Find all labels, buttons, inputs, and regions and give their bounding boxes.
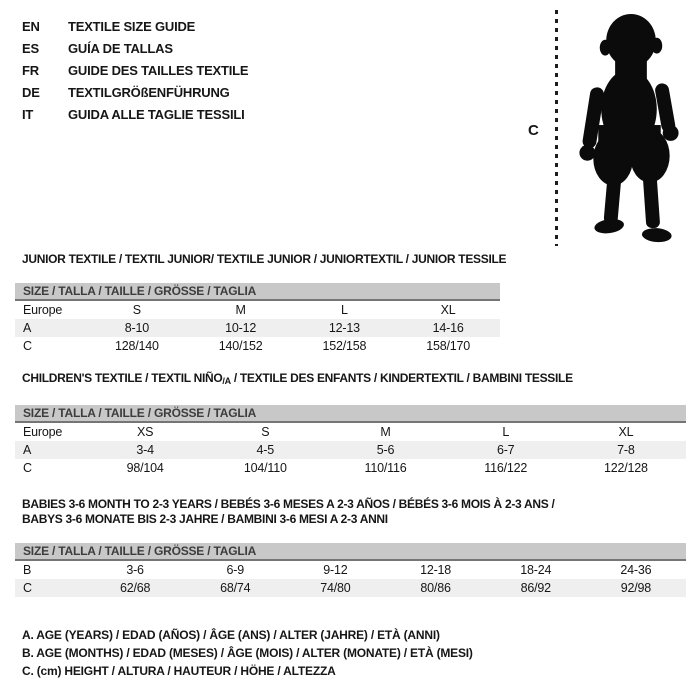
row-label: A	[23, 321, 32, 335]
size-cell: 140/152	[218, 339, 263, 353]
size-cell: 128/140	[114, 339, 159, 353]
size-cell: XL	[440, 303, 456, 317]
language-label: GUIDE DES TAILLES TEXTILE	[68, 63, 249, 78]
size-cell: M	[235, 303, 246, 317]
footnotes	[22, 626, 473, 680]
table-row	[15, 459, 686, 477]
table-row	[15, 561, 686, 579]
size-cell: 122/128	[603, 461, 648, 475]
language-label: TEXTILGRÖßENFÜHRUNG	[68, 85, 230, 100]
babies-section-title: BABIES 3-6 MONTH TO 2-3 YEARS / BEBÉS 3-6 MESES A 2-3 AÑOS / BÉBÉS 3-6 MOIS À 2-3 ANS / BABYS 3-6 MONATE BIS 2-3 JAHRE / BAMBINI 3-6 MESI A 2-3 ANNI	[22, 497, 555, 526]
junior-section-title: JUNIOR TEXTILE / TEXTIL JUNIOR/ TEXTILE JUNIOR / JUNIORTEXTIL / JUNIOR TESSILE	[22, 252, 507, 266]
language-row	[22, 16, 248, 38]
language-code: FR	[22, 63, 39, 78]
height-figure	[522, 6, 698, 252]
size-cell: 152/158	[322, 339, 367, 353]
size-cell: S	[132, 303, 141, 317]
language-code: EN	[22, 19, 40, 34]
language-row	[22, 60, 248, 82]
row-label: C	[23, 339, 32, 353]
size-cell: 80/86	[420, 581, 451, 595]
height-dashed-line	[555, 10, 558, 246]
row-label: C	[23, 581, 32, 595]
table-row	[15, 337, 500, 355]
size-cell: 12-13	[328, 321, 360, 335]
row-label: Europe	[23, 303, 63, 317]
language-code: DE	[22, 85, 40, 100]
junior-textile-section	[15, 252, 507, 355]
row-label: B	[23, 563, 32, 577]
height-measure-label: C	[528, 122, 539, 139]
row-label: A	[23, 443, 32, 457]
size-cell: L	[340, 303, 348, 317]
language-code: IT	[22, 107, 34, 122]
size-cell: XS	[136, 425, 154, 439]
size-cell: 9-12	[323, 563, 348, 577]
language-label: GUÍA DE TALLAS	[68, 41, 173, 56]
size-header-band	[15, 283, 500, 301]
babies-size-table	[15, 561, 686, 597]
table-row	[15, 579, 686, 597]
size-cell: 6-9	[226, 563, 244, 577]
size-cell: XL	[618, 425, 634, 439]
table-row	[15, 441, 686, 459]
footnote-height-cm: C. (cm) HEIGHT / ALTURA / HAUTEUR / HÖHE / ALTEZZA	[22, 664, 336, 678]
babies-textile-section	[15, 497, 686, 597]
size-cell: 74/80	[320, 581, 351, 595]
size-header-band	[15, 543, 686, 561]
size-cell: 4-5	[256, 443, 275, 457]
size-cell: 24-36	[620, 563, 652, 577]
language-code: ES	[22, 41, 39, 56]
size-cell: 68/74	[220, 581, 251, 595]
toddler-silhouette-image	[564, 10, 696, 248]
size-cell: 10-12	[225, 321, 257, 335]
size-cell: 158/170	[426, 339, 471, 353]
language-label: GUIDA ALLE TAGLIE TESSILI	[68, 107, 245, 122]
size-cell: 92/98	[620, 581, 652, 595]
children-section-title: CHILDREN'S TEXTILE / TEXTIL NIÑO/A / TEXTILE DES ENFANTS / KINDERTEXTIL / BAMBINI TESSILE	[22, 371, 573, 386]
size-header-label: SIZE / TALLA / TAILLE / GRÖSSE / TAGLIA	[23, 544, 257, 558]
size-cell: 86/92	[520, 581, 551, 595]
footnote-age-years: A. AGE (YEARS) / EDAD (AÑOS) / ÂGE (ANS) / ALTER (JAHRE) / ETÀ (ANNI)	[22, 628, 440, 642]
size-header-label: SIZE / TALLA / TAILLE / GRÖSSE / TAGLIA	[23, 406, 257, 420]
children-textile-section	[15, 371, 686, 477]
nino-a-subscript: /A	[222, 376, 231, 386]
language-label: TEXTILE SIZE GUIDE	[68, 19, 196, 34]
size-cell: 98/104	[126, 461, 164, 475]
table-row	[15, 301, 500, 319]
size-cell: 18-24	[520, 563, 552, 577]
size-cell: 3-6	[126, 563, 144, 577]
children-size-table	[15, 423, 686, 477]
size-cell: L	[502, 425, 510, 439]
footnote-age-months: B. AGE (MONTHS) / EDAD (MESES) / ÂGE (MOIS) / ALTER (MONATE) / ETÀ (MESI)	[22, 646, 473, 660]
junior-size-table	[15, 301, 500, 355]
size-cell: 110/116	[364, 461, 407, 475]
size-cell: 116/122	[484, 461, 528, 475]
language-row	[22, 82, 248, 104]
row-label: Europe	[23, 425, 63, 439]
table-row	[15, 319, 500, 337]
row-label: C	[23, 461, 32, 475]
size-cell: 5-6	[376, 443, 395, 457]
size-header-band	[15, 405, 686, 423]
size-cell: 7-8	[617, 443, 635, 457]
size-cell: M	[380, 425, 391, 439]
size-cell: 8-10	[124, 321, 149, 335]
size-cell: 12-18	[420, 563, 452, 577]
size-cell: 6-7	[496, 443, 515, 457]
language-list	[22, 16, 248, 126]
size-cell: S	[261, 425, 270, 439]
language-row	[22, 38, 248, 60]
language-row	[22, 104, 248, 126]
size-cell: 14-16	[432, 321, 464, 335]
size-header-label: SIZE / TALLA / TAILLE / GRÖSSE / TAGLIA	[23, 284, 257, 298]
size-cell: 104/110	[243, 461, 287, 475]
size-cell: 62/68	[119, 581, 151, 595]
table-row	[15, 423, 686, 441]
size-cell: 3-4	[136, 443, 154, 457]
